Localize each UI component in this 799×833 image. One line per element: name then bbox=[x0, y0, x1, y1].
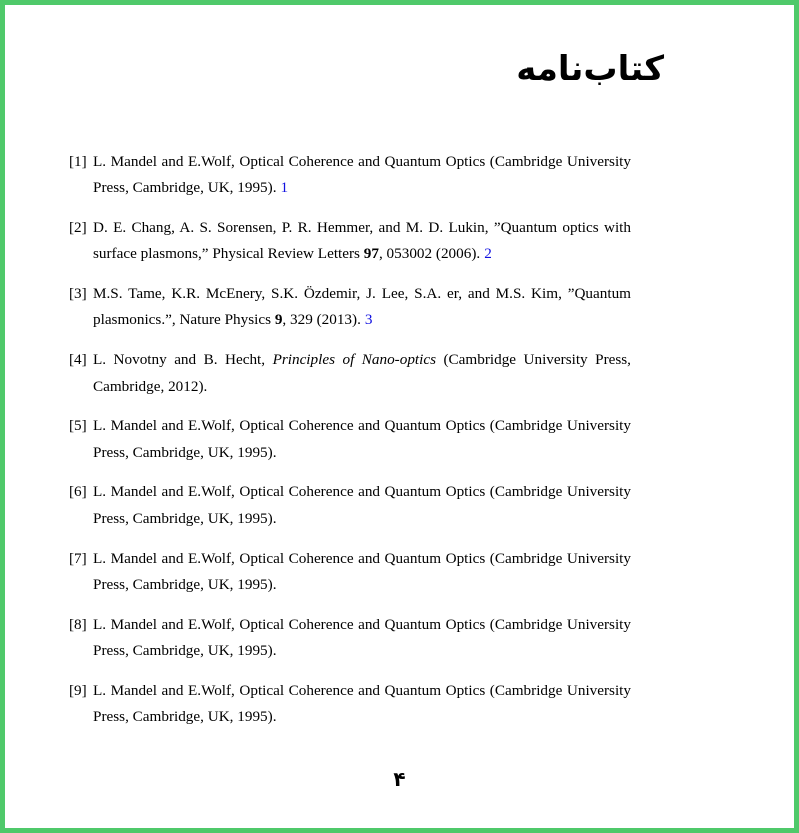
reference-item bbox=[69, 215, 631, 268]
reference-text bbox=[93, 219, 631, 262]
reference-item bbox=[69, 678, 631, 731]
reference-number: [6] bbox=[69, 483, 87, 501]
reference-number: [4] bbox=[69, 351, 87, 369]
reference-number: [7] bbox=[69, 549, 87, 567]
backref-link[interactable]: 2 bbox=[484, 245, 492, 263]
reference-text bbox=[93, 483, 631, 526]
reference-list bbox=[69, 149, 631, 744]
reference-number: [3] bbox=[69, 285, 87, 303]
reference-text bbox=[93, 153, 631, 196]
reference-item bbox=[69, 413, 631, 466]
reference-fragment: L. Mandel and E.Wolf, Optical Coherence and Quantum Optics (Cambridge University Press, Cambridge, UK, 1995). bbox=[93, 549, 631, 593]
reference-item bbox=[69, 612, 631, 665]
reference-number: [9] bbox=[69, 681, 87, 699]
reference-text bbox=[93, 351, 631, 394]
reference-fragment: L. Mandel and E.Wolf, Optical Coherence and Quantum Optics (Cambridge University Press, Cambridge, UK, 1995). bbox=[93, 615, 631, 659]
reference-fragment: L. Mandel and E.Wolf, Optical Coherence and Quantum Optics (Cambridge University Press, Cambridge, UK, 1995). bbox=[93, 681, 631, 726]
backref-link[interactable]: 1 bbox=[280, 179, 289, 197]
reference-fragment: M.S. Tame, K.R. McEnery, S.K. Özdemir, J. Lee, S.A. er, and M.S. Kim, ”Quantum plasmonics.”, Nature Physics bbox=[93, 285, 631, 329]
reference-item bbox=[69, 347, 631, 400]
reference-fragment: L. Mandel and E.Wolf, Optical Coherence and Quantum Optics (Cambridge University Press, Cambridge, UK, 1995). bbox=[93, 483, 631, 527]
reference-text bbox=[93, 550, 631, 593]
reference-number: [2] bbox=[69, 219, 87, 237]
reference-fragment: L. Mandel and E.Wolf, Optical Coherence and Quantum Optics (Cambridge University Press, Cambridge, UK, 1995). bbox=[93, 153, 631, 197]
reference-fragment: , 329 (2013). bbox=[282, 311, 361, 329]
reference-fragment: L. Mandel and E.Wolf, Optical Coherence and Quantum Optics (Cambridge University Press, Cambridge, UK, 1995). bbox=[93, 417, 631, 461]
reference-number: [5] bbox=[69, 417, 87, 435]
reference-item bbox=[69, 149, 631, 202]
bibliography-heading: کتاب‌نامه bbox=[516, 49, 664, 89]
reference-fragment: D. E. Chang, A. S. Sorensen, P. R. Hemmer, and M. D. Lukin, ”Quantum optics with surface plasmons,” Physical Review Letters bbox=[93, 219, 631, 263]
reference-item bbox=[69, 479, 631, 532]
reference-fragment: (Cambridge University Press, Cambridge, 2012). bbox=[93, 351, 631, 395]
reference-text bbox=[93, 682, 631, 725]
reference-fragment: L. Novotny and B. Hecht, bbox=[93, 351, 273, 369]
reference-number: [1] bbox=[69, 153, 87, 170]
backref-link[interactable]: 3 bbox=[364, 311, 373, 329]
page-number: ۴ bbox=[393, 767, 406, 791]
reference-text bbox=[93, 285, 631, 328]
reference-volume: 9 bbox=[274, 311, 283, 329]
reference-text bbox=[93, 616, 631, 659]
reference-item bbox=[69, 546, 631, 599]
reference-book-title: Principles of Nano-optics bbox=[272, 351, 437, 369]
reference-number: [8] bbox=[69, 615, 87, 633]
reference-text bbox=[93, 417, 631, 460]
reference-fragment: , 053002 (2006). bbox=[378, 245, 481, 263]
reference-volume: 97 bbox=[363, 245, 379, 263]
reference-item bbox=[69, 281, 631, 334]
